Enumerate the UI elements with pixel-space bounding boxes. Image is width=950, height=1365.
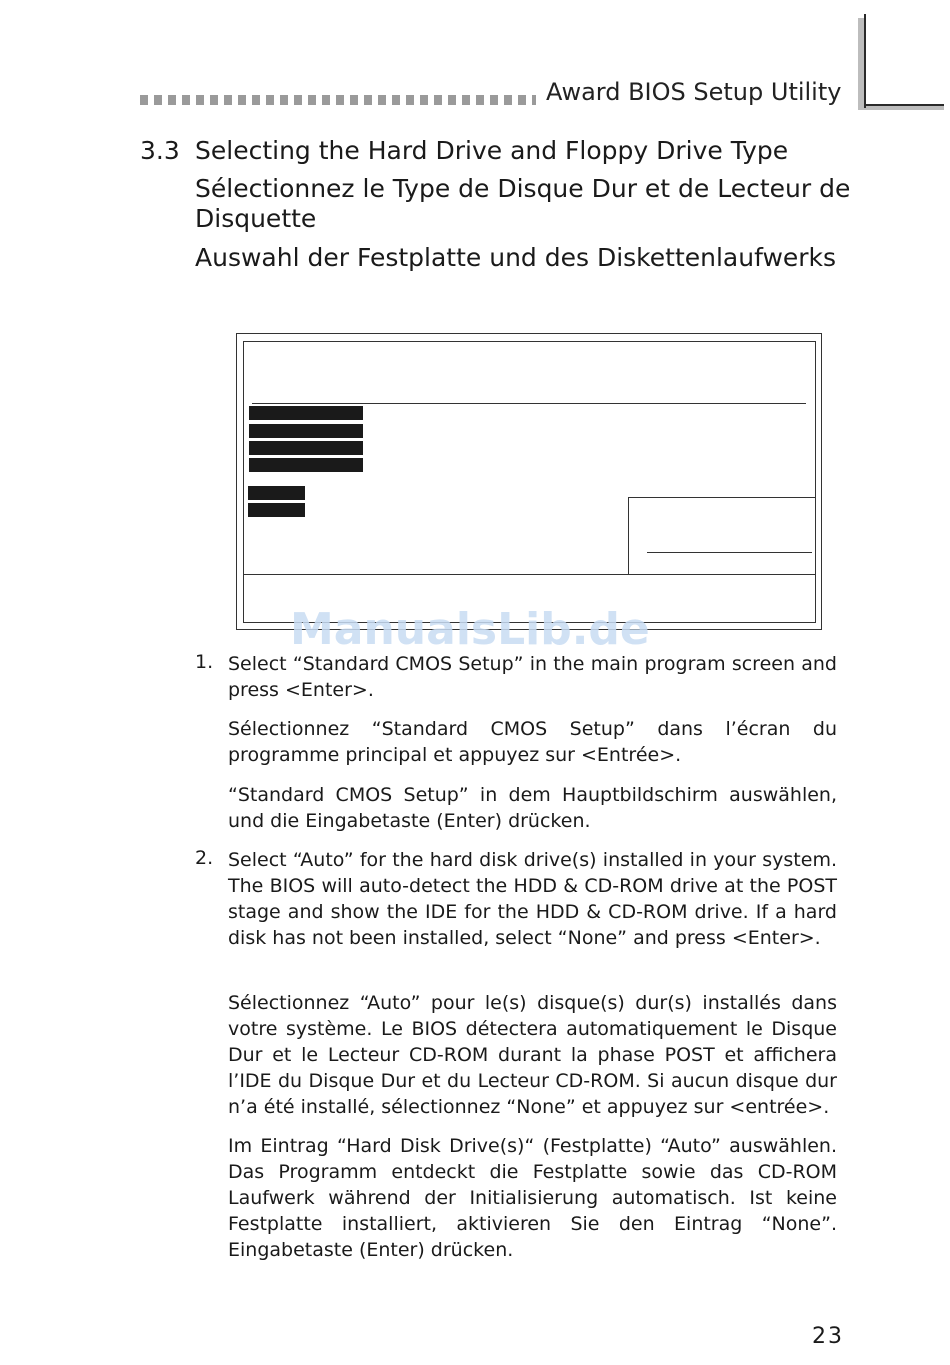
bios-field-bar [249, 406, 363, 420]
header-title: Award BIOS Setup Utility [546, 78, 842, 106]
step-1-de: “Standard CMOS Setup” in dem Hauptbildschirm auswählen, und die Eingabetaste (Enter) drücken. [228, 784, 837, 832]
corner-bracket-vertical [864, 14, 866, 108]
bios-footer-divider [243, 574, 816, 575]
bios-field-bar [249, 458, 363, 472]
step-2-de: Im Eintrag “Hard Disk Drive(s)“ (Festplatte) “Auto” auswählen. Das Programm entdeckt die Festplatte sowie das CD-ROM Laufwerk während der Initialisierung automatisch. Ist keine Festplatte installiert, aktivieren Sie den Eintrag “None”. Eingabetaste (Enter) drücken. [228, 1135, 837, 1261]
step-2-en: Select “Auto” for the hard disk drive(s) installed in your system. The BIOS will auto-detect the HDD & CD-ROM drive at the POST stage and show the IDE for the HDD & CD-ROM drive. If a hard disk has not been installed, select “None” and press <Enter>. [228, 849, 837, 949]
bios-help-divider-vertical [628, 497, 629, 574]
step-1-number: 1. [195, 651, 214, 673]
section-title-en: Selecting the Hard Drive and Floppy Drive Type [195, 136, 789, 165]
bios-field-bar [249, 441, 363, 455]
bios-help-underline [647, 552, 812, 553]
step-2-number: 2. [195, 847, 214, 869]
bios-field-bar [248, 486, 305, 500]
watermark: ManualsLib.de [290, 604, 650, 655]
corner-shade-horizontal [858, 106, 944, 110]
bios-header-rule [252, 403, 806, 404]
bios-field-bar [248, 503, 305, 517]
section-title-fr-line1: Sélectionnez le Type de Disque Dur et de Lecteur de [195, 174, 851, 203]
step-2-fr: Sélectionnez “Auto” pour le(s) disque(s) dur(s) installés dans votre système. Le BIOS détectera automatiquement le Disque Dur et le Lecteur CD-ROM durant la phase POST et affichera l’IDE du Disque Dur et du Lecteur CD-ROM. Si aucun disque dur n’a été installé, sélectionnez “None” et appuyez sur <entrée>. [228, 992, 837, 1118]
corner-bracket-horizontal [864, 104, 944, 106]
page-number: 23 [812, 1324, 844, 1349]
section-number: 3.3 [140, 136, 180, 165]
step-1-fr: Sélectionnez “Standard CMOS Setup” dans l’écran du programme principal et appuyez sur <Entrée>. [228, 718, 837, 766]
bios-inner-frame [243, 341, 816, 623]
step-1-en: Select “Standard CMOS Setup” in the main program screen and press <Enter>. [228, 653, 837, 701]
section-title-de: Auswahl der Festplatte und des Diskettenlaufwerks [195, 243, 837, 272]
bios-field-bar [249, 424, 363, 438]
bios-help-divider-horizontal [628, 497, 816, 498]
section-title-fr-line2: Disquette [195, 204, 317, 233]
header-dotted-rule [140, 95, 536, 105]
